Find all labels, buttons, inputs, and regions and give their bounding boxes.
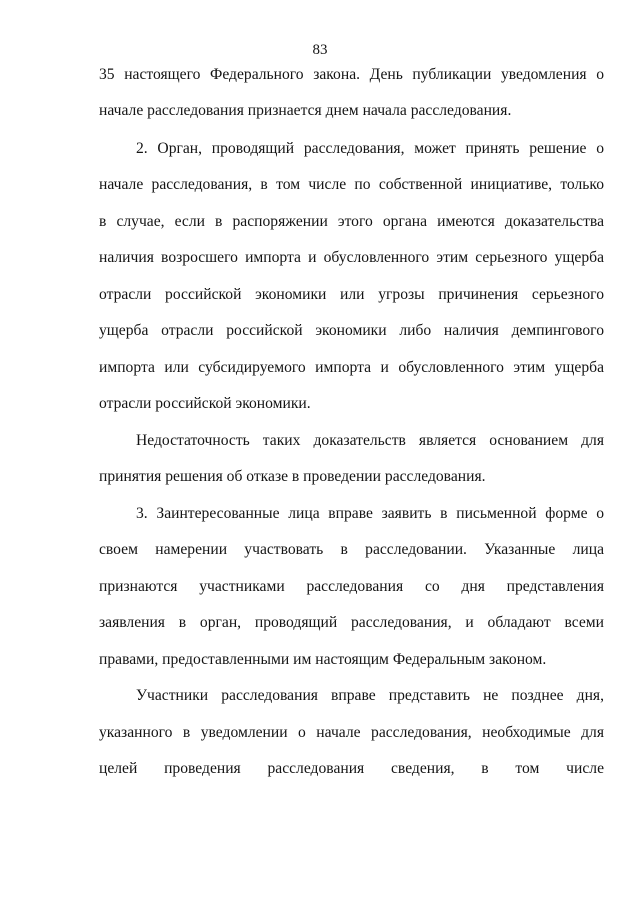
text-line: целей проведения расследования сведения, в том числе — [99, 760, 604, 777]
page-number: 83 — [312, 42, 328, 58]
text-line: признаются участниками расследования со дня представления — [99, 578, 604, 595]
text-line: указанного в уведомлении о начале расследования, необходимые для — [99, 724, 604, 741]
text-line: 2. Орган, проводящий расследования, может принять решение о — [136, 140, 604, 157]
text-line: 3. Заинтересованные лица вправе заявить в письменной форме о — [136, 505, 604, 522]
text-line: отрасли российской экономики или угрозы причинения серьезного — [99, 286, 604, 303]
text-line: начале расследования признается днем начала расследования. — [99, 102, 512, 119]
text-line: своем намерении участвовать в расследовании. Указанные лица — [99, 541, 604, 558]
text-line: ущерба отрасли российской экономики либо наличия демпингового — [99, 322, 604, 339]
text-line: правами, предоставленными им настоящим Федеральным законом. — [99, 651, 547, 668]
text-line: принятия решения об отказе в проведении расследования. — [99, 468, 486, 485]
text-line: заявления в орган, проводящий расследования, и обладают всеми — [99, 614, 604, 631]
text-line: импорта или субсидируемого импорта и обусловленного этим ущерба — [99, 359, 604, 376]
text-line: начале расследования, в том числе по собственной инициативе, только — [99, 176, 604, 193]
text-line: наличия возросшего импорта и обусловленного этим серьезного ущерба — [99, 249, 604, 266]
text-line: Участники расследования вправе представить не позднее дня, — [136, 687, 604, 704]
text-line: Недостаточность таких доказательств является основанием для — [136, 432, 604, 449]
text-line: 35 настоящего Федерального закона. День публикации уведомления о — [99, 66, 604, 83]
text-line: отрасли российской экономики. — [99, 395, 311, 412]
text-line: в случае, если в распоряжении этого органа имеются доказательства — [99, 213, 604, 230]
